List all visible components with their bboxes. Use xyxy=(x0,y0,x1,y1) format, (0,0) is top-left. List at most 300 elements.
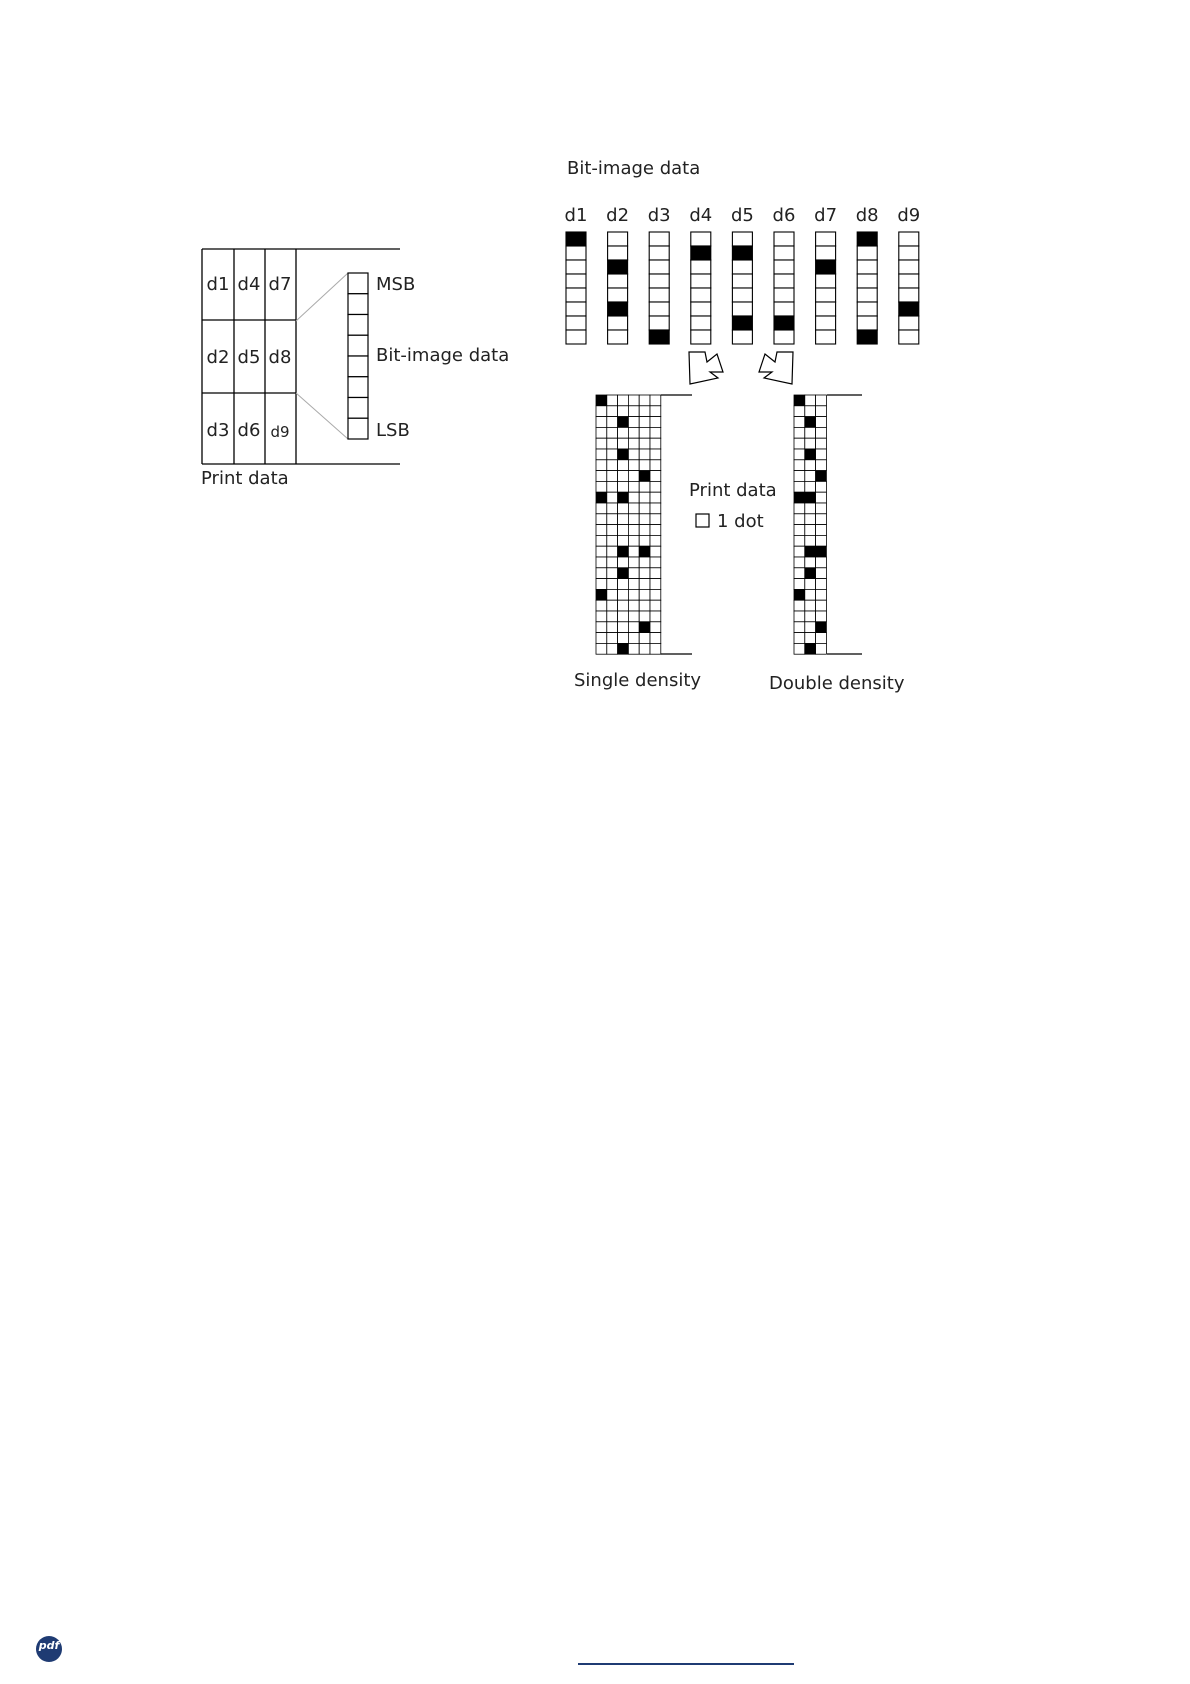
bit-cell-d6 xyxy=(774,246,794,260)
print-dot xyxy=(639,535,650,546)
print-dot xyxy=(639,611,650,622)
bit-cell-d4 xyxy=(691,274,711,288)
print-dot xyxy=(650,395,661,406)
bit-cell-d2 xyxy=(608,330,628,344)
expanded-bit-cell xyxy=(348,294,368,315)
bit-cell-d3 xyxy=(649,288,669,302)
bit-cell-d1 xyxy=(566,302,586,316)
print-dot xyxy=(794,438,805,449)
print-dot xyxy=(805,546,816,557)
print-dot xyxy=(805,611,816,622)
bit-cell-d1 xyxy=(566,246,586,260)
print-dot xyxy=(618,395,629,406)
bit-cell-d1 xyxy=(566,260,586,274)
print-dot xyxy=(607,481,618,492)
print-dot xyxy=(618,438,629,449)
print-dot xyxy=(618,471,629,482)
bit-cell-d7 xyxy=(816,288,836,302)
bit-cell-d8 xyxy=(857,246,877,260)
print-dot xyxy=(596,589,607,600)
bit-cell-d7 xyxy=(816,302,836,316)
bit-cell-d2 xyxy=(608,274,628,288)
print-dot xyxy=(650,406,661,417)
print-dot xyxy=(628,492,639,503)
print-dot xyxy=(607,438,618,449)
print-dot xyxy=(607,568,618,579)
print-dot xyxy=(639,471,650,482)
print-dot xyxy=(650,535,661,546)
print-dot xyxy=(618,611,629,622)
print-dot xyxy=(596,622,607,633)
print-dot xyxy=(805,438,816,449)
bit-cell-d9 xyxy=(899,316,919,330)
print-dot xyxy=(639,395,650,406)
bit-cell-d5 xyxy=(732,330,752,344)
bit-cell-d5 xyxy=(732,316,752,330)
print-dot xyxy=(618,427,629,438)
print-dot xyxy=(805,471,816,482)
print-dot xyxy=(816,503,827,514)
print-dot xyxy=(650,546,661,557)
print-dot xyxy=(618,622,629,633)
print-dot xyxy=(596,406,607,417)
dot-legend-label: 1 dot xyxy=(717,511,764,532)
print-dot xyxy=(628,395,639,406)
print-dot xyxy=(794,643,805,654)
print-dot xyxy=(628,589,639,600)
print-dot xyxy=(639,525,650,536)
print-dot xyxy=(805,525,816,536)
print-dot xyxy=(607,589,618,600)
print-dot xyxy=(618,600,629,611)
print-dot xyxy=(607,503,618,514)
print-dot xyxy=(628,460,639,471)
cell-d9: d9 xyxy=(270,423,290,441)
bit-cell-d3 xyxy=(649,330,669,344)
print-dot xyxy=(816,600,827,611)
print-dot xyxy=(816,546,827,557)
bit-cell-d5 xyxy=(732,302,752,316)
bit-cell-d1 xyxy=(566,288,586,302)
bit-cell-d6 xyxy=(774,288,794,302)
bit-cell-d5 xyxy=(732,274,752,288)
print-dot xyxy=(816,471,827,482)
lsb-label: LSB xyxy=(376,420,410,441)
print-dot xyxy=(816,438,827,449)
print-data-caption: Print data xyxy=(201,468,289,489)
expanded-bit-cell xyxy=(348,398,368,419)
column-header-d1: d1 xyxy=(564,205,588,226)
print-dot xyxy=(816,557,827,568)
print-dot xyxy=(607,492,618,503)
print-dot xyxy=(805,481,816,492)
print-dot xyxy=(618,460,629,471)
print-dot xyxy=(639,557,650,568)
print-dot xyxy=(628,568,639,579)
print-dot xyxy=(607,514,618,525)
bit-cell-d5 xyxy=(732,246,752,260)
print-dot xyxy=(650,449,661,460)
print-dot xyxy=(596,460,607,471)
print-dot xyxy=(794,600,805,611)
print-dot xyxy=(628,449,639,460)
print-dot xyxy=(816,611,827,622)
bit-cell-d2 xyxy=(608,246,628,260)
bit-cell-d6 xyxy=(774,274,794,288)
print-dot xyxy=(639,514,650,525)
print-data-block xyxy=(202,249,400,464)
column-header-d9: d9 xyxy=(897,205,921,226)
cell-d5: d5 xyxy=(237,347,261,368)
bit-cell-d5 xyxy=(732,260,752,274)
print-dot xyxy=(805,406,816,417)
expanded-bit-cell xyxy=(348,356,368,377)
bit-cell-d8 xyxy=(857,260,877,274)
bit-cell-d4 xyxy=(691,316,711,330)
expanded-bit-cell xyxy=(348,377,368,398)
bit-cell-d9 xyxy=(899,330,919,344)
bit-column-headers xyxy=(565,205,921,226)
print-dot xyxy=(650,417,661,428)
print-dot xyxy=(805,622,816,633)
bit-cell-d3 xyxy=(649,232,669,246)
bit-cell-d6 xyxy=(774,260,794,274)
print-dot xyxy=(794,503,805,514)
print-dot xyxy=(816,406,827,417)
print-dot xyxy=(805,568,816,579)
bit-image-data-label: Bit-image data xyxy=(376,345,510,366)
print-dot xyxy=(618,579,629,590)
pdf-logo-icon xyxy=(36,1636,62,1662)
print-dot xyxy=(794,568,805,579)
bit-cell-d7 xyxy=(816,316,836,330)
bit-cell-d3 xyxy=(649,246,669,260)
print-dot xyxy=(607,622,618,633)
print-dot xyxy=(628,557,639,568)
bit-cell-d2 xyxy=(608,316,628,330)
print-dot xyxy=(618,503,629,514)
print-dot xyxy=(607,633,618,644)
print-dot xyxy=(596,557,607,568)
print-dot xyxy=(596,503,607,514)
print-dot xyxy=(618,514,629,525)
print-dot xyxy=(628,471,639,482)
print-dot xyxy=(794,406,805,417)
print-dot xyxy=(794,427,805,438)
print-dot xyxy=(618,535,629,546)
expanded-bit-cell xyxy=(348,335,368,356)
print-dot xyxy=(628,525,639,536)
print-dot xyxy=(639,622,650,633)
print-dot xyxy=(618,546,629,557)
bit-columns xyxy=(566,232,919,344)
bit-cell-d7 xyxy=(816,246,836,260)
print-dot xyxy=(596,525,607,536)
print-dot xyxy=(607,471,618,482)
print-dot xyxy=(628,633,639,644)
cell-d4: d4 xyxy=(237,274,261,295)
print-dot xyxy=(650,503,661,514)
print-dot xyxy=(816,589,827,600)
print-dot xyxy=(650,427,661,438)
msb-label: MSB xyxy=(376,274,416,295)
single-density-grid xyxy=(596,395,661,654)
bit-cell-d4 xyxy=(691,302,711,316)
print-dot xyxy=(596,438,607,449)
double-density-grid xyxy=(794,395,826,654)
print-dot xyxy=(596,449,607,460)
print-dot xyxy=(628,622,639,633)
print-dot xyxy=(805,557,816,568)
pdf-logo-text: pdf xyxy=(38,1639,60,1652)
print-dot xyxy=(816,579,827,590)
print-dot xyxy=(639,449,650,460)
print-dot xyxy=(639,546,650,557)
print-dot xyxy=(607,427,618,438)
cell-d6: d6 xyxy=(237,420,261,441)
print-dot xyxy=(618,492,629,503)
print-dot xyxy=(607,395,618,406)
print-dot xyxy=(805,535,816,546)
bit-cell-d3 xyxy=(649,302,669,316)
print-dot xyxy=(816,492,827,503)
print-dot xyxy=(794,417,805,428)
print-dot xyxy=(639,406,650,417)
print-dot xyxy=(816,395,827,406)
print-dot xyxy=(628,579,639,590)
print-dot xyxy=(639,438,650,449)
print-dot xyxy=(805,417,816,428)
print-dot xyxy=(639,503,650,514)
print-dot xyxy=(794,611,805,622)
expand-line-top xyxy=(296,273,348,321)
print-dot xyxy=(596,471,607,482)
expand-line-bottom xyxy=(296,393,348,439)
print-dot xyxy=(805,395,816,406)
print-dot xyxy=(596,546,607,557)
print-dot xyxy=(607,600,618,611)
bit-cell-d2 xyxy=(608,288,628,302)
print-dot xyxy=(816,525,827,536)
print-dot xyxy=(650,589,661,600)
bit-cell-d7 xyxy=(816,260,836,274)
print-dot xyxy=(650,568,661,579)
print-dot xyxy=(596,427,607,438)
print-dot xyxy=(816,449,827,460)
print-dot xyxy=(628,417,639,428)
print-dot xyxy=(618,525,629,536)
print-data-label: Print data xyxy=(689,480,777,501)
print-dot xyxy=(607,525,618,536)
print-dot xyxy=(816,427,827,438)
expanded-bit-cell xyxy=(348,273,368,294)
print-dot xyxy=(618,589,629,600)
bit-cell-d4 xyxy=(691,288,711,302)
print-dot xyxy=(639,600,650,611)
print-dot xyxy=(628,481,639,492)
print-dot xyxy=(607,579,618,590)
bit-cell-d3 xyxy=(649,316,669,330)
bit-cell-d8 xyxy=(857,274,877,288)
bit-cell-d4 xyxy=(691,232,711,246)
print-data-cells xyxy=(207,274,292,441)
bit-cell-d5 xyxy=(732,232,752,246)
print-dot xyxy=(794,589,805,600)
print-dot xyxy=(794,395,805,406)
bit-cell-d1 xyxy=(566,274,586,288)
print-dot xyxy=(805,633,816,644)
print-dot xyxy=(650,438,661,449)
print-dot xyxy=(805,589,816,600)
print-dot xyxy=(618,568,629,579)
print-dot xyxy=(816,481,827,492)
print-dot xyxy=(628,503,639,514)
print-dot xyxy=(639,417,650,428)
print-dot xyxy=(816,460,827,471)
bit-image-title: Bit-image data xyxy=(567,158,701,179)
print-dot xyxy=(607,535,618,546)
print-dot xyxy=(628,611,639,622)
bit-cell-d5 xyxy=(732,288,752,302)
print-dot xyxy=(794,492,805,503)
bit-cell-d2 xyxy=(608,302,628,316)
print-dot xyxy=(650,471,661,482)
print-dot xyxy=(596,481,607,492)
print-dot xyxy=(639,460,650,471)
bit-cell-d1 xyxy=(566,232,586,246)
print-dot xyxy=(794,633,805,644)
double-density-caption: Double density xyxy=(769,673,905,694)
print-dot xyxy=(794,460,805,471)
footer-link-underline xyxy=(578,1663,794,1665)
print-dot xyxy=(650,460,661,471)
print-dot xyxy=(816,622,827,633)
print-dot xyxy=(805,514,816,525)
print-dot xyxy=(639,589,650,600)
bit-cell-d9 xyxy=(899,288,919,302)
print-dot xyxy=(596,514,607,525)
bit-cell-d4 xyxy=(691,330,711,344)
print-dot xyxy=(639,492,650,503)
print-dot xyxy=(650,579,661,590)
print-dot xyxy=(639,481,650,492)
print-dot xyxy=(650,481,661,492)
print-dot xyxy=(618,481,629,492)
column-header-d2: d2 xyxy=(606,205,630,226)
print-dot xyxy=(639,579,650,590)
bit-column-expanded xyxy=(348,273,368,439)
print-dot xyxy=(596,579,607,590)
print-dot xyxy=(607,406,618,417)
bit-cell-d9 xyxy=(899,246,919,260)
print-dot xyxy=(794,514,805,525)
bit-cell-d9 xyxy=(899,302,919,316)
column-header-d5: d5 xyxy=(730,205,754,226)
column-header-d7: d7 xyxy=(814,205,838,226)
bit-cell-d9 xyxy=(899,260,919,274)
column-header-d6: d6 xyxy=(772,205,796,226)
print-dot xyxy=(628,535,639,546)
print-dot xyxy=(816,417,827,428)
dot-legend-square xyxy=(696,514,709,527)
print-dot xyxy=(794,525,805,536)
print-dot xyxy=(794,471,805,482)
bit-cell-d2 xyxy=(608,260,628,274)
print-dot xyxy=(794,557,805,568)
bit-cell-d1 xyxy=(566,316,586,330)
print-dot xyxy=(639,633,650,644)
print-dot xyxy=(607,460,618,471)
print-dot xyxy=(794,546,805,557)
print-dot xyxy=(650,514,661,525)
bit-cell-d8 xyxy=(857,232,877,246)
bit-cell-d2 xyxy=(608,232,628,246)
bit-cell-d7 xyxy=(816,274,836,288)
print-dot xyxy=(639,427,650,438)
print-dot xyxy=(618,633,629,644)
bit-cell-d6 xyxy=(774,232,794,246)
bit-cell-d1 xyxy=(566,330,586,344)
bit-cell-d6 xyxy=(774,330,794,344)
print-dot xyxy=(794,481,805,492)
print-dot xyxy=(639,643,650,654)
print-dot xyxy=(816,514,827,525)
print-dot xyxy=(650,557,661,568)
print-dot xyxy=(628,546,639,557)
bit-cell-d3 xyxy=(649,260,669,274)
print-dot xyxy=(618,449,629,460)
cell-d1: d1 xyxy=(206,274,230,295)
print-dot xyxy=(805,643,816,654)
print-dot xyxy=(805,427,816,438)
column-header-d3: d3 xyxy=(647,205,671,226)
print-dot xyxy=(639,568,650,579)
print-dot xyxy=(650,600,661,611)
print-dot xyxy=(650,492,661,503)
print-dot xyxy=(805,600,816,611)
print-dot xyxy=(816,535,827,546)
bit-cell-d9 xyxy=(899,274,919,288)
print-dot xyxy=(596,633,607,644)
print-dot xyxy=(607,417,618,428)
expanded-bit-cell xyxy=(348,315,368,336)
print-dot xyxy=(607,611,618,622)
print-dot xyxy=(596,611,607,622)
print-dot xyxy=(650,622,661,633)
cell-d3: d3 xyxy=(206,420,230,441)
bit-cell-d9 xyxy=(899,232,919,246)
bit-cell-d8 xyxy=(857,330,877,344)
bit-cell-d7 xyxy=(816,330,836,344)
print-dot xyxy=(596,535,607,546)
print-dot xyxy=(596,492,607,503)
bit-cell-d6 xyxy=(774,316,794,330)
bit-cell-d8 xyxy=(857,316,877,330)
print-dot xyxy=(650,611,661,622)
print-dot xyxy=(816,633,827,644)
print-dot xyxy=(596,568,607,579)
print-dot xyxy=(618,557,629,568)
cell-d8: d8 xyxy=(268,347,292,368)
print-dot xyxy=(618,417,629,428)
print-dot xyxy=(805,579,816,590)
print-dot xyxy=(628,406,639,417)
print-dot xyxy=(596,417,607,428)
bit-cell-d4 xyxy=(691,260,711,274)
print-dot xyxy=(596,643,607,654)
print-dot xyxy=(650,633,661,644)
print-dot xyxy=(805,492,816,503)
